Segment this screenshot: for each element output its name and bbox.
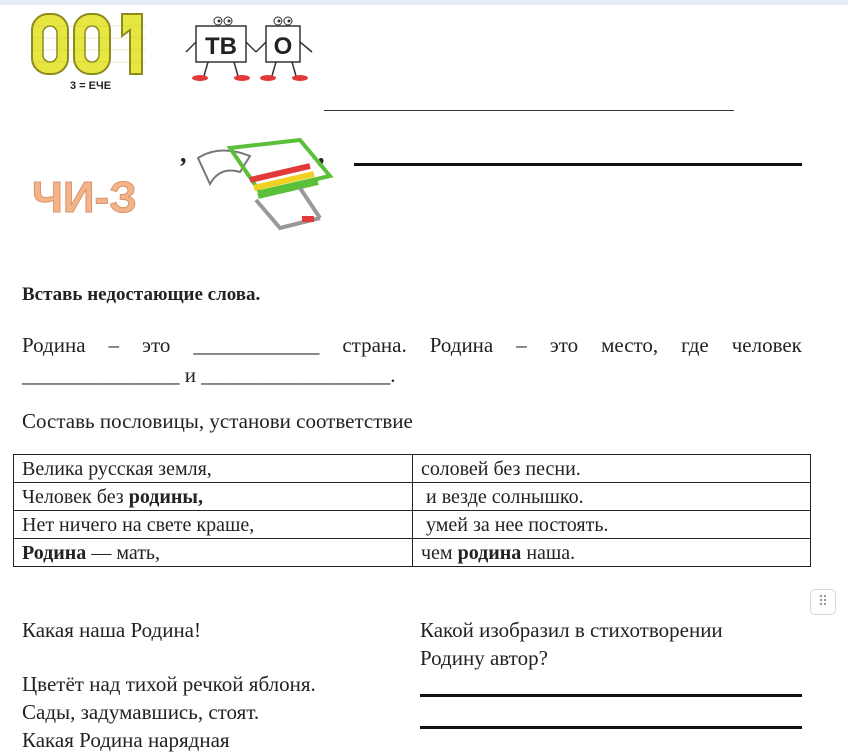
- word: Родина: [22, 333, 86, 357]
- rebus-100-image: [26, 6, 156, 102]
- proverb-start-cell[interactable]: Человек без родины,: [14, 483, 413, 511]
- proverb-end-cell[interactable]: и везде солнышко.: [413, 483, 811, 511]
- proverbs-task-title: Составь пословицы, установи соответствие: [22, 409, 413, 433]
- rebus-tvo-image: [180, 14, 320, 84]
- answer-line-4[interactable]: [420, 726, 802, 729]
- table-row: [14, 539, 811, 567]
- rebus-chi-text: ЧИ-З: [32, 173, 137, 222]
- word: страна.: [342, 333, 407, 357]
- question-line: Родину автор?: [420, 646, 548, 670]
- drag-handle-icon[interactable]: ⠿: [810, 589, 836, 615]
- rebus-o-letter: О: [273, 33, 293, 60]
- question-text: [420, 616, 800, 672]
- poem-line: Какая Родина нарядная: [22, 728, 230, 752]
- word: Родина: [429, 333, 494, 357]
- table-row: [14, 455, 811, 483]
- proverb-end-cell[interactable]: умей за нее постоять.: [413, 511, 811, 539]
- proverb-end-cell[interactable]: чем родина наша.: [413, 539, 811, 567]
- proverb-start-cell[interactable]: Велика русская земля,: [14, 455, 413, 483]
- task-title: Вставь недостающие слова.: [22, 284, 261, 305]
- rebus-caption: 3 = ЕЧЕ: [70, 80, 112, 92]
- proverb-start-cell[interactable]: Родина — мать,: [14, 539, 413, 567]
- paragraph-line-2-blanks[interactable]: _______________ и __________________.: [22, 363, 396, 387]
- poem-text: [22, 670, 316, 754]
- table-row: [14, 483, 811, 511]
- word: место,: [601, 333, 659, 357]
- proverb-start-cell[interactable]: Нет ничего на свете краше,: [14, 511, 413, 539]
- top-toolbar-strip: [0, 0, 848, 5]
- word: –: [516, 333, 527, 357]
- fill-in-paragraph: [22, 330, 802, 390]
- word: где: [681, 333, 709, 357]
- answer-line-2[interactable]: [354, 163, 802, 166]
- blank-1[interactable]: ____________: [193, 333, 320, 357]
- rebus-chi-image: [26, 140, 176, 246]
- poem-title: Какая наша Родина!: [22, 618, 201, 642]
- proverb-end-cell[interactable]: соловей без песни.: [413, 455, 811, 483]
- rebus-tv-letters: ТВ: [205, 33, 237, 60]
- word: это: [549, 333, 579, 357]
- table-row: [14, 511, 811, 539]
- poem-line: Цветёт над тихой речкой яблоня.: [22, 672, 316, 696]
- word: –: [108, 333, 120, 357]
- paragraph-line-1: [22, 330, 802, 360]
- word: это: [141, 333, 171, 357]
- proverbs-table: [13, 454, 811, 567]
- rebus-comma-left: ,: [180, 139, 187, 168]
- poem-line: Сады, задумавшись, стоят.: [22, 700, 260, 724]
- word: человек: [731, 333, 802, 357]
- answer-line-3[interactable]: [420, 694, 802, 697]
- answer-line-1[interactable]: [324, 110, 734, 111]
- rebus-sled-image: [180, 136, 340, 236]
- rebus-comma-right: ,: [318, 139, 325, 168]
- question-line: Какой изобразил в стихотворении: [420, 618, 723, 642]
